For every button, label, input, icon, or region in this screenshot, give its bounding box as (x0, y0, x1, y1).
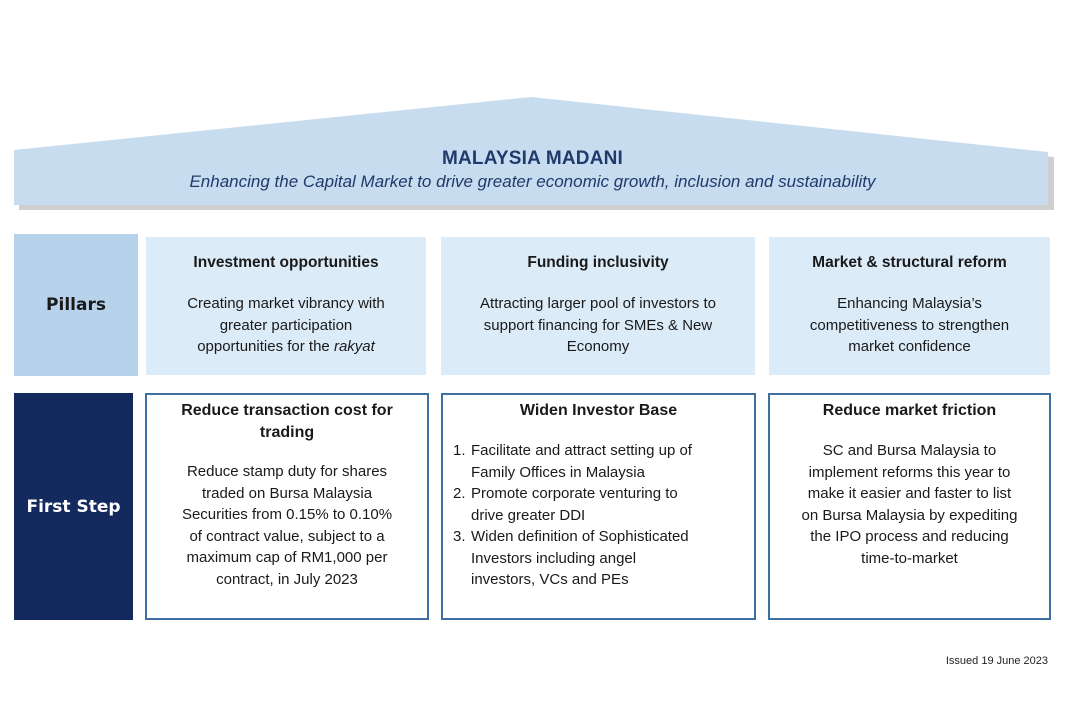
pillar-desc-line: greater participation (219, 316, 353, 334)
pillar-description (455, 293, 741, 358)
step-title-line: Reduce transaction cost for (181, 402, 393, 419)
step-description (157, 461, 417, 590)
banner-title: MALAYSIA MADANI (441, 148, 624, 169)
pillar-desc-line: competitiveness to strengthen (809, 316, 1010, 334)
list-item-number: 1. (453, 442, 466, 459)
pillar-desc-line: Attracting larger pool of investors to (480, 295, 716, 312)
step-desc-line: SC and Bursa Malaysia to (822, 442, 997, 459)
step-title-line: Reduce market friction (822, 402, 997, 419)
list-item-line: Facilitate and attract setting up of (471, 442, 692, 459)
list-item (453, 526, 744, 591)
step-desc-line: traded on Bursa Malaysia (201, 484, 373, 502)
list-item-line: Promote corporate venturing to (471, 485, 678, 502)
list-item-text (471, 526, 689, 591)
pillar-title: Funding inclusivity (527, 254, 669, 271)
pillar-description (783, 293, 1036, 358)
pillar-funding-inclusivity (441, 237, 755, 375)
list-item (453, 440, 744, 483)
list-item-number: 3. (453, 528, 466, 545)
pillar-desc-line: support financing for SMEs & New (483, 316, 713, 334)
pillar-desc-text: opportunities for the (197, 338, 334, 355)
list-item-line: Widen definition of Sophisticated (471, 528, 689, 545)
step-title-line: Widen Investor Base (519, 402, 678, 419)
step-desc-line: on Bursa Malaysia by expediting (801, 506, 1018, 524)
step-list (453, 440, 744, 591)
list-item-line: investors, VCs and PEs (471, 571, 629, 588)
list-item-text (471, 483, 678, 526)
step-title (453, 400, 744, 422)
banner-subtitle: Enhancing the Capital Market to drive greater economic growth, inclusion and sustainability (189, 172, 876, 191)
pillar-title: Market & structural reform (812, 254, 1007, 271)
step-desc-line: Securities from 0.15% to 0.10% (181, 506, 393, 523)
step-title (780, 400, 1039, 422)
list-item-line: drive greater DDI (471, 506, 586, 524)
step-reduce-market-friction (768, 393, 1051, 620)
list-item-line: Investors including angel (471, 549, 637, 567)
step-desc-line: make it easier and faster to list (807, 485, 1012, 502)
list-item-line: Family Offices in Malaysia (471, 463, 645, 481)
pillar-market-structural-reform (769, 237, 1050, 375)
pillar-title: Investment opportunities (193, 254, 379, 271)
issued-date: Issued 19 June 2023 (945, 655, 1048, 667)
step-title (157, 400, 417, 444)
list-item-text (471, 440, 692, 483)
step-desc-line: time-to-market (861, 549, 958, 567)
pillar-desc-line: market confidence (848, 338, 971, 355)
pillar-desc-line (160, 336, 412, 358)
step-desc-line: contract, in July 2023 (216, 570, 358, 588)
step-desc-line: Reduce stamp duty for shares (186, 463, 388, 480)
step-desc-line: maximum cap of RM1,000 per (186, 549, 388, 566)
pillar-investment-opportunities (146, 237, 426, 375)
step-description (780, 440, 1039, 569)
first-step-row-label: First Step (14, 393, 133, 620)
list-item-number: 2. (453, 485, 466, 502)
step-reduce-transaction-cost (145, 393, 429, 620)
pillar-desc-line: Creating market vibrancy with (187, 295, 385, 312)
pillar-description (160, 293, 412, 358)
list-item (453, 483, 744, 526)
pillar-desc-italic: rakyat (333, 338, 375, 355)
pillar-desc-line: Enhancing Malaysia’s (837, 295, 982, 312)
step-desc-line: of contract value, subject to a (189, 527, 385, 545)
step-widen-investor-base (441, 393, 756, 620)
pillars-row-label: Pillars (14, 234, 138, 376)
step-title-line: trading (259, 424, 315, 441)
step-desc-line: the IPO process and reducing (810, 528, 1009, 545)
pillar-desc-line: Economy (566, 338, 630, 355)
step-desc-line: implement reforms this year to (808, 463, 1011, 481)
